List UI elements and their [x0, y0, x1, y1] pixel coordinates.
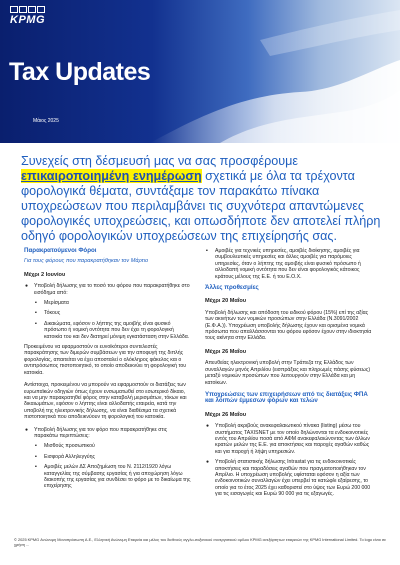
intro-highlight: επικαιροποιημένη ενημέρωση: [21, 169, 202, 183]
deadline-heading: Μέχρι 26 Μαΐου: [205, 411, 247, 418]
sub-list: [34, 443, 192, 489]
list-item-text: Υποβολή δήλωσης για τον φόρο που παρακρατήθηκε στις παρακάτω περιπτώσεις:: [34, 426, 168, 439]
section-title-other-deadlines: Άλλες προθεσμίες: [205, 284, 259, 292]
logo-text: KPMG: [10, 14, 45, 26]
section-title-withholding: Παρακρατούμενοι Φόροι: [24, 247, 97, 254]
sub-list-item: ▪ Τόκους: [44, 310, 192, 316]
intro-text-before: Συνεχείς στη δέσμευσή μας να σας προσφέρουμε: [21, 154, 298, 168]
intro-text-after: σχετικά με όλα τα τρέχοντα φορολογικά θέματα, συντάξαμε τον παρακάτω πίνακα υποχρεώσεων που περιλαμβάνει τις συχνότερα απαντώμενες φορολογικές υποχρεώσεις, και οπωσδήποτε δεν αποτελεί πλήρη οδηγό φορολογικών υποχρεώσεων της επιχείρησής σας.: [21, 169, 381, 243]
sub-list-item: ▪ Μερίσματα: [44, 300, 192, 306]
sub-list: [34, 300, 192, 340]
sub-list-item: ▪ Αμοιβές για τεχνικές υπηρεσίες, αμοιβές διοίκησης, αμοιβές για συμβουλευτικές υπηρεσίες και άλλες αμοιβές για παρόμοιες υπηρεσίες, όταν ο λήπτης της αμοιβής είναι φυσικό πρόσωπο ή αλλοδαπή νομική οντότητα που δεν είναι φορολογικός κάτοικος κράτους μέλους της Ε.Ε. ή του Ε.Ο.Χ.: [215, 248, 373, 280]
list-item: [34, 283, 192, 340]
section-subtitle: Για τους φόρους που παρακρατήθηκαν τον Μάρτιο: [24, 258, 149, 265]
list-item: ● Υποβολή ακριβούς ανακεφαλαιωτικού πίνακα (listing) μέσω του συστήματος TAXISNET με τον οποίο δηλώνονται τα ενδοκοινοτικές εντός του Απριλίου ποσά από ΑΦΜ ανακεφαλαιώνοντας των άλλων κρατών μελών της Ε.Ε. για αποκτήσεις και παροχές αγαθών καθώς και για παροχή ή λήψη υπηρεσιών.: [215, 423, 373, 455]
bullet-list: [24, 283, 192, 340]
body-paragraph: Υποβολή δήλωσης και απόδοση του ειδικού φόρου (15%) επί της αξίας των ακινήτων των νομικών προσώπων στην Ελλάδα (Ν.3091/2002 (Ε.Φ.Α.)). Υποχρέωση υποβολής δήλωσης έχουν και ορισμένα νομικά πρόσωπα που απαλλάσσονται του φόρου εφόσον έχουν στην ιδιοκτησία τους ακίνητα στην Ελλάδα.: [205, 309, 372, 342]
issue-date: Μάιος 2025: [33, 118, 59, 124]
list-item: ● Υποβολή στατιστικής δήλωσης Intrastat για τις ενδοκοινοτικές αποκτήσεις και παραδόσεις αγαθών που πραγματοποιήθηκαν τον Απρίλιο. Η υποχρέωση υποβολής υφίσταται εφόσον η αξία των ενδοκοινοτικών συναλλαγών έχει υπερβεί τα κατώφλι εξαίρεσης, το οποίο για το έτος 2025 έχει καθοριστεί στο ύψος των Ευρώ 200 000 για τις εισαγωγές και Ευρώ 90 000 για τις εξαγωγές.: [215, 459, 373, 497]
list-item-text: Υποβολή δήλωσης για το ποσό του φόρου που παρακρατήθηκε στο εισόδημα από:: [34, 283, 190, 296]
deadline-heading: Μέχρι 2 Ιουνίου: [24, 271, 66, 278]
list-item: [34, 427, 192, 490]
deadline-heading: Μέχρι 20 Μαΐου: [205, 298, 247, 305]
intro-paragraph: [21, 154, 383, 244]
sub-list-item: ▪ Εισφορά Αλληλεγγύης: [44, 454, 192, 460]
footer-legal-text: © 2025 KPMG Ανώνυμη Μονοπρόσωπη Α.Ε., Ελληνική Ανώνυμη Εταιρεία και μέλος του διεθνούς αγγλο-σαξονικού συνεργατικού ομίλου KPMG ανεξάρτητων εταιρειών της KPMG International Limited. Το logo είναι σε χρήση ...: [14, 537, 386, 547]
body-paragraph: Αντίστοιχα, προκειμένου να μπορούν να εφαρμοστούν οι διατάξεις των ευρωπαϊκών οδηγιών όπως έχουν ενσωματωθεί στο εσωτερικό δίκαιο, και να μην παρακρατηθεί φόρος στην καταβολή μερισμάτων, τόκων και δικαιωμάτων, εφόσον ο λήπτης είναι αλλοδαπής εταιρεία, κατά την υποβολή της ηλεκτρονικής δήλωσης, να είναι διαθέσιμα τα σχετικά πιστοποιητικά που αποδεικνύουν τη φορολογική του κατοικία.: [24, 382, 187, 421]
bullet-list: [24, 427, 192, 490]
section-title-vat: Υποχρεώσεις των επιχειρήσεων από τις διατάξεις ΦΠΑ και λοιπών έμμεσων φόρων και τελών: [205, 390, 368, 405]
sub-list-item: ▪ Μισθούς προσωπικού: [44, 443, 192, 449]
kpmg-logo: [10, 6, 45, 26]
bullet-list: [205, 423, 373, 497]
left-column: [24, 248, 192, 494]
body-paragraph: Προκειμένου να εφαρμοστούν οι ευνοϊκότεροι συντελεστές παρακράτησης των διμερών συμβάσεων για την αποφυγή της διπλής φορολογίας, απαιτείται να έχει αποσταλεί ο ολόκληρος φάκελος και ο αντιπρόσωπος πιστοποιητικό, το οποίο αποδεικνύει τη φορολογική του κατοικία.: [24, 344, 187, 376]
sub-list-item: ▪ Δικαιώματα, εφόσον ο λήπτης της αμοιβής είναι φυσικό πρόσωπο ή νομική οντότητα που δεν έχει τη φορολογική κατοικία του και δεν διατηρεί μόνιμη εγκατάσταση στην Ελλάδα.: [44, 321, 192, 340]
sub-list-item: ▪ Αμοιβές μελών ΔΣ Αποζημίωση του Ν. 2112/1920 λόγω καταγγελίας της σύμβασης εργασίας ή για αποχώρηση λόγω διακοπής της εργασίας για συνδέσει το φόρο με το δικαίωμα της επιχείρησης: [44, 464, 192, 490]
page-title: Tax Updates: [9, 58, 151, 86]
body-paragraph: Απευθείας ηλεκτρονική υποβολή στην Τράπεζα της Ελλάδος των συναλλαγών μηνός Απριλίου (εισπράξεις και πληρωμές πάσης φύσεως) μεταξύ νομικών προσώπων που λειτουργούν στην Ελλάδα και μη κατοίκων.: [205, 360, 371, 386]
right-column: [205, 248, 373, 502]
sub-list: [205, 248, 373, 280]
deadline-heading: Μέχρι 26 Μαΐου: [205, 348, 247, 355]
hero-banner: [0, 0, 400, 143]
